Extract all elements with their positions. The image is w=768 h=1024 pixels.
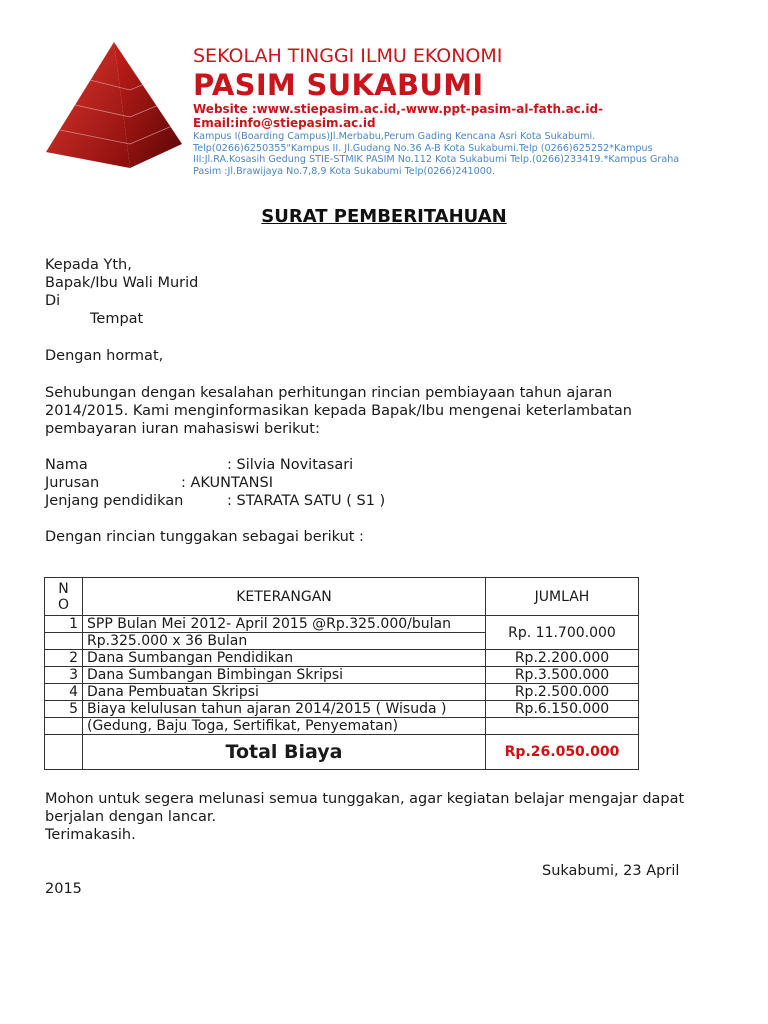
row-jumlah: Rp.2.200.000 bbox=[486, 650, 639, 667]
table-header-row bbox=[45, 578, 639, 616]
total-row bbox=[45, 735, 639, 770]
row-keterangan: Dana Pembuatan Skripsi bbox=[83, 684, 486, 701]
student-info bbox=[45, 456, 685, 510]
letter-title: SURAT PEMBERITAHUAN bbox=[261, 206, 507, 227]
header-no-1: N bbox=[58, 580, 69, 597]
row-no: 5 bbox=[45, 701, 83, 718]
nama-value: : Silvia Novitasari bbox=[227, 457, 354, 473]
institution-address bbox=[193, 131, 713, 177]
intro-line: 2014/2015. Kami menginformasikan kepada Bapak/Ibu mengenai keterlambatan bbox=[45, 403, 632, 419]
institution-header bbox=[193, 44, 713, 177]
table-row bbox=[45, 616, 639, 633]
arrears-table bbox=[44, 577, 639, 770]
table-row bbox=[45, 684, 639, 701]
date-year: 2015 bbox=[45, 881, 82, 897]
recipient-line: Bapak/Ibu Wali Murid bbox=[45, 275, 199, 291]
header-jumlah: JUMLAH bbox=[486, 578, 639, 616]
row-no: 4 bbox=[45, 684, 83, 701]
pyramid-logo bbox=[44, 40, 184, 170]
intro-line: pembayaran iuran mahasiswi berikut: bbox=[45, 421, 320, 437]
table-row bbox=[45, 701, 639, 718]
header-no-2: O bbox=[57, 596, 70, 613]
row-keterangan-detail: Rp.325.000 x 36 Bulan bbox=[83, 633, 486, 650]
closing-line: berjalan dengan lancar. bbox=[45, 809, 217, 825]
intro-paragraph bbox=[45, 384, 685, 438]
row-no: 1 bbox=[45, 616, 83, 633]
header-no bbox=[45, 578, 83, 616]
closing-line: Mohon untuk segera melunasi semua tunggakan, agar kegiatan belajar mengajar dapat bbox=[45, 791, 685, 807]
closing-paragraph bbox=[45, 790, 685, 844]
place-date: Sukabumi, 23 April bbox=[542, 863, 680, 879]
jenjang-label: Jenjang pendidikan bbox=[45, 493, 184, 509]
recipient-block bbox=[45, 256, 685, 328]
recipient-line: Kepada Yth, bbox=[45, 257, 132, 273]
address-line: Pasim :Jl.Brawijaya No.7,8,9 Kota Sukabumi Telp(0266)241000. bbox=[193, 165, 496, 177]
row-no-empty bbox=[45, 718, 83, 735]
row-jumlah: Rp.6.150.000 bbox=[486, 701, 639, 718]
row-jumlah-empty bbox=[486, 718, 639, 735]
jenjang-value: : STARATA SATU ( S1 ) bbox=[227, 493, 386, 509]
closing-line: Terimakasih. bbox=[45, 827, 136, 843]
institution-website: Website :www.stiepasim.ac.id,-www.ppt-pasim-al-fath.ac.id- bbox=[193, 102, 604, 116]
institution-line1: SEKOLAH TINGGI ILMU EKONOMI bbox=[193, 45, 503, 67]
table-row bbox=[45, 667, 639, 684]
row-jumlah: Rp.3.500.000 bbox=[486, 667, 639, 684]
total-no-empty bbox=[45, 735, 83, 770]
recipient-line: Tempat bbox=[90, 311, 144, 327]
row-no: 2 bbox=[45, 650, 83, 667]
address-line: Kampus I(Boarding Campus)Jl.Merbabu,Perum Gading Kencana Asri Kota Sukabumi. bbox=[193, 131, 596, 142]
table-row bbox=[45, 650, 639, 667]
row-keterangan: Dana Sumbangan Pendidikan bbox=[83, 650, 486, 667]
row-keterangan: Biaya kelulusan tahun ajaran 2014/2015 ( Wisuda ) bbox=[83, 701, 486, 718]
row-no-empty bbox=[45, 633, 83, 650]
row-jumlah: Rp. 11.700.000 bbox=[486, 616, 639, 650]
row-keterangan-detail: (Gedung, Baju Toga, Sertifikat, Penyematan) bbox=[83, 718, 486, 735]
address-line: III:Jl.RA.Kosasih Gedung STIE-STMIK PASIM No.112 Kota Sukabumi Telp.(0266)233419.*Kampus Graha bbox=[193, 154, 680, 165]
nama-label: Nama bbox=[45, 457, 88, 473]
jurusan-label: Jurusan bbox=[45, 475, 100, 491]
row-keterangan: Dana Sumbangan Bimbingan Skripsi bbox=[83, 667, 486, 684]
total-label: Total Biaya bbox=[83, 735, 486, 770]
intro-line: Sehubungan dengan kesalahan perhitungan rincian pembiayaan tahun ajaran bbox=[45, 385, 613, 401]
rincian-intro: Dengan rincian tunggakan sebagai berikut : bbox=[45, 529, 364, 545]
table-row bbox=[45, 718, 639, 735]
jurusan-value: : AKUNTANSI bbox=[181, 475, 273, 491]
row-keterangan: SPP Bulan Mei 2012- April 2015 @Rp.325.000/bulan bbox=[83, 616, 486, 633]
row-jumlah: Rp.2.500.000 bbox=[486, 684, 639, 701]
institution-name: PASIM SUKABUMI bbox=[193, 68, 484, 102]
row-no: 3 bbox=[45, 667, 83, 684]
address-line: Telp(0266)6250355"Kampus II. Jl.Gudang No.36 A-B Kota Sukabumi.Telp (0266)625252*Kampus bbox=[193, 142, 653, 154]
institution-email: Email:info@stiepasim.ac.id bbox=[193, 116, 376, 130]
recipient-line: Di bbox=[45, 293, 61, 309]
total-value: Rp.26.050.000 bbox=[486, 735, 639, 770]
greeting: Dengan hormat, bbox=[45, 348, 164, 364]
header-keterangan: KETERANGAN bbox=[83, 578, 486, 616]
